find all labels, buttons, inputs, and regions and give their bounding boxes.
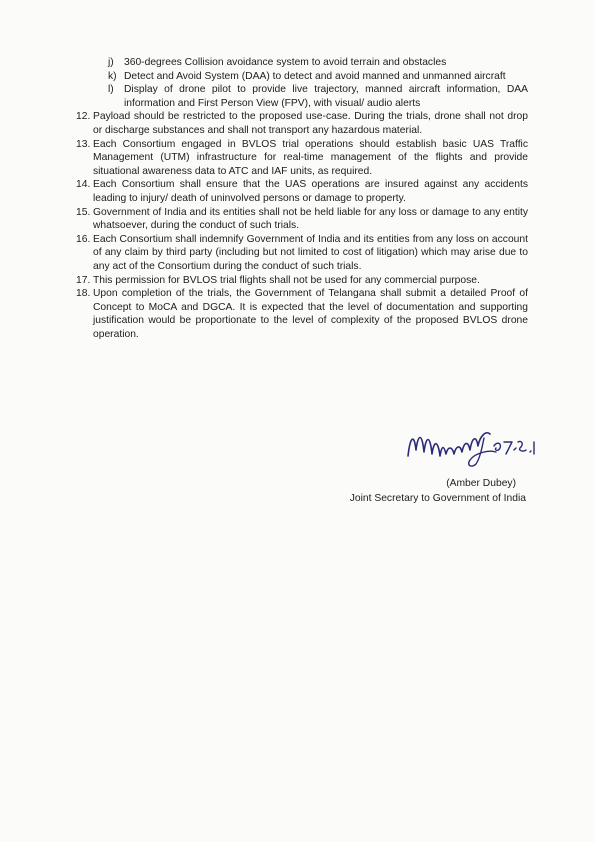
sub-item-marker: k) (108, 70, 117, 82)
signatory-name: (Amber Dubey) (446, 478, 516, 489)
item-text: Payload should be restricted to the proposed use-case. During the trials, drone shall not drop or discharge substances and shall not transport any hazardous material. (93, 111, 528, 136)
numbered-item-12 (76, 110, 528, 137)
item-number: 18. (76, 288, 91, 300)
item-number: 15. (76, 206, 91, 218)
item-text: Each Consortium shall ensure that the UAS operations are insured against any accidents leading to injury/ death of uninvolved persons or damage to property. (93, 179, 528, 204)
signature-block (330, 420, 560, 540)
item-number: 12. (76, 111, 91, 123)
item-text: Each Consortium shall indemnify Government of India and its entities from any loss on account of any claim by third party (including but not limited to cost of litigation) which may arise due to any act of the Consortium during the conduct of such trials. (93, 233, 528, 272)
signatory-designation: Joint Secretary to Government of India (349, 493, 526, 504)
numbered-item-16 (76, 233, 528, 274)
sub-item-list (76, 56, 528, 110)
numbered-item-17 (76, 274, 528, 288)
sub-item-l (108, 83, 528, 110)
item-number: 16. (76, 233, 91, 245)
item-number: 13. (76, 138, 91, 150)
numbered-item-18 (76, 287, 528, 341)
sub-item-marker: l) (108, 84, 114, 96)
sub-item-text: Detect and Avoid System (DAA) to detect and avoid manned and unmanned aircraft (124, 70, 506, 82)
numbered-item-13 (76, 138, 528, 179)
numbered-item-15 (76, 206, 528, 233)
sub-item-marker: j) (108, 57, 114, 68)
item-text: This permission for BVLOS trial flights shall not be used for any commercial purpose. (93, 274, 480, 286)
handwritten-signature (400, 420, 550, 472)
item-text: Upon completion of the trials, the Government of Telangana shall submit a detailed Proof of Concept to MoCA and DGCA. It is expected that the level of documentation and supporting justification would be proportionate to the level of complexity of the proposed BVLOS drone operation. (93, 288, 528, 340)
item-number: 14. (76, 179, 91, 191)
numbered-item-list (76, 110, 528, 341)
sub-item-j (108, 56, 528, 70)
item-text: Each Consortium engaged in BVLOS trial operations should establish basic UAS Traffic Management (UTM) infrastructure for real-time management of the flights and provide situational awareness data to ATC and IAF units, as required. (93, 138, 528, 177)
item-number: 17. (76, 274, 91, 286)
sub-item-text: 360-degrees Collision avoidance system to avoid terrain and obstacles (124, 57, 447, 68)
item-text: Government of India and its entities shall not be held liable for any loss or damage to any entity whatsoever, during the conduct of such trials. (93, 206, 528, 232)
sub-item-k (108, 70, 528, 84)
sub-item-text: Display of drone pilot to provide live trajectory, manned aircraft information, DAA information and First Person View (FPV), with visual/ audio alerts (124, 84, 528, 109)
numbered-item-14 (76, 178, 528, 205)
document-body (76, 56, 528, 341)
